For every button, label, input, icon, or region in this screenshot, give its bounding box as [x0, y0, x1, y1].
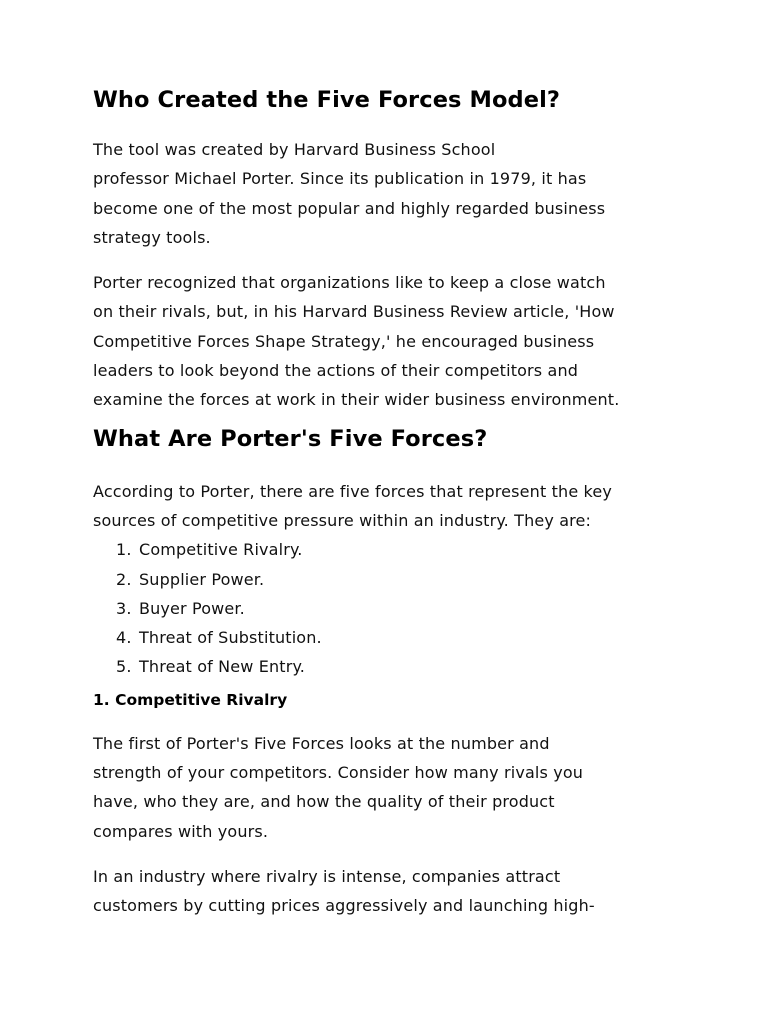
text-line: Competitive Forces Shape Strategy,' he encouraged business — [93, 331, 595, 351]
heading-who-created: Who Created the Five Forces Model? — [93, 87, 561, 113]
list-item-label: Threat of New Entry. — [139, 657, 306, 677]
text-line: In an industry where rivalry is intense, companies attract — [93, 866, 561, 886]
five-forces-list — [93, 535, 693, 681]
list-number: 4. — [116, 628, 132, 648]
list-item-label: Threat of Substitution. — [139, 628, 322, 648]
document-page — [93, 84, 693, 921]
text-line: professor Michael Porter. Since its publication in 1979, it has — [93, 169, 587, 189]
list-number: 1. — [116, 540, 132, 560]
list-number: 3. — [116, 598, 132, 618]
list-item — [116, 594, 693, 623]
list-item-label: Competitive Rivalry. — [139, 540, 303, 560]
text-line: leaders to look beyond the actions of their competitors and — [93, 361, 579, 381]
list-item-label: Supplier Power. — [139, 569, 265, 589]
text-line: examine the forces at work in their wider business environment. — [93, 390, 620, 410]
text-line: have, who they are, and how the quality of their product — [93, 792, 555, 812]
text-line: The tool was created by Harvard Business School — [93, 140, 496, 159]
list-item — [116, 623, 693, 652]
paragraph-five-forces-intro — [93, 477, 693, 536]
text-line: customers by cutting prices aggressively and launching high- — [93, 896, 595, 916]
list-item — [116, 652, 693, 681]
text-line: become one of the most popular and highly regarded business — [93, 198, 606, 218]
text-line: strategy tools. — [93, 227, 211, 247]
list-item-label: Buyer Power. — [139, 598, 245, 618]
list-number: 5. — [116, 657, 132, 677]
paragraph-porter-recognized — [93, 268, 693, 414]
paragraph-tool-origin — [93, 135, 693, 252]
text-line: on their rivals, but, in his Harvard Business Review article, 'How — [93, 302, 615, 322]
text-line: The first of Porter's Five Forces looks at the number and — [93, 733, 550, 753]
text-line: compares with yours. — [93, 821, 269, 841]
list-item — [116, 565, 693, 594]
paragraph-rivalry-intense — [93, 862, 693, 921]
subheading-competitive-rivalry: 1. Competitive Rivalry — [93, 690, 288, 709]
text-line: strength of your competitors. Consider how many rivals you — [93, 763, 584, 783]
text-line: According to Porter, there are five forces that represent the key — [93, 481, 613, 501]
text-line: sources of competitive pressure within an industry. They are: — [93, 510, 592, 530]
paragraph-rivalry-first-force — [93, 729, 693, 846]
list-number: 2. — [116, 569, 132, 589]
heading-what-are-five-forces: What Are Porter's Five Forces? — [93, 425, 488, 452]
list-item — [116, 535, 693, 564]
text-line: Porter recognized that organizations like to keep a close watch — [93, 273, 606, 293]
